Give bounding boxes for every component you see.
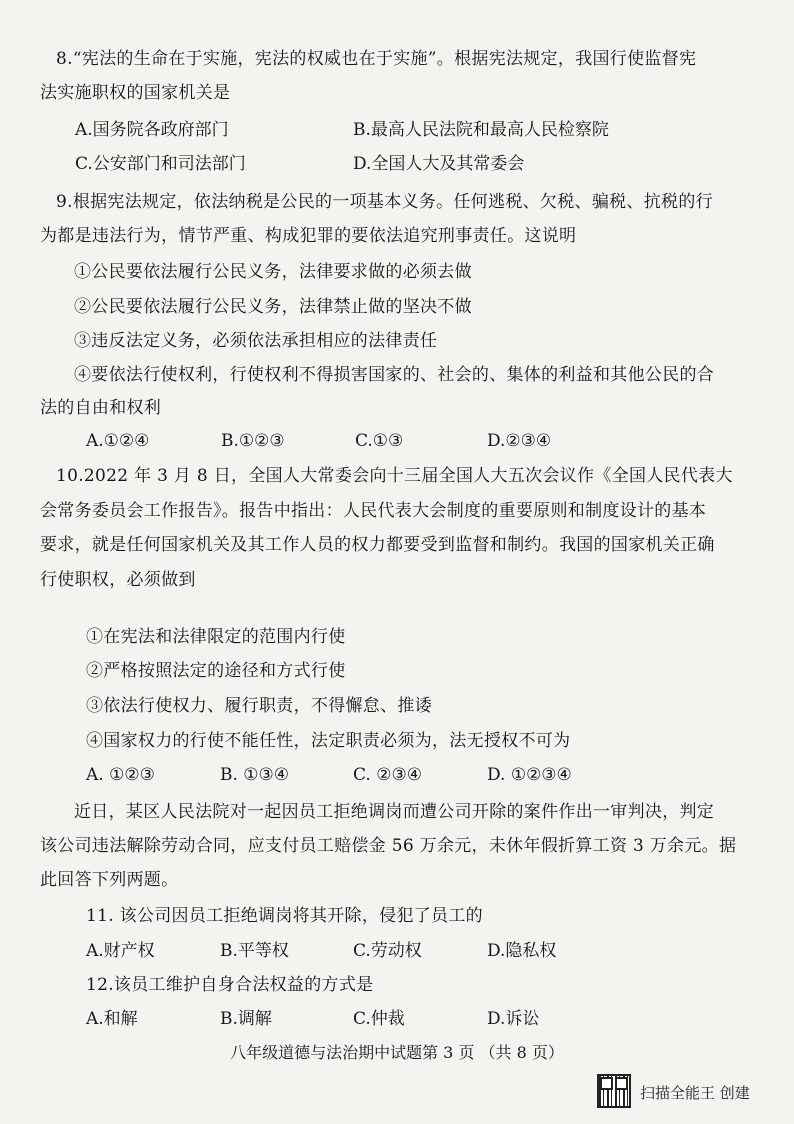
q9-item-4: ④要依法行使权利，行使权利不得损害国家的、社会的、集体的利益和其他公民的合: [74, 365, 715, 385]
q10-option-d: D. ①②③④: [487, 765, 572, 785]
q8-option-c: C.公安部门和司法部门: [75, 154, 246, 174]
q9-option-d: D.②③④: [487, 431, 552, 451]
q12-option-c: C.仲裁: [353, 1009, 405, 1029]
q9-item-3: ③违反法定义务，必须依法承担相应的法律责任: [74, 331, 438, 351]
q9-stem-line2: 为都是违法行为，情节严重、构成犯罪的要依法追究刑事责任。这说明: [40, 226, 577, 246]
q11-option-a: A.财产权: [86, 941, 155, 961]
q10-stem-line4: 行使职权，必须做到: [40, 570, 196, 590]
q10-item-3: ③依法行使权力、履行职责，不得懈怠、推诿: [86, 696, 432, 716]
q8-option-b: B.最高人民法院和最高人民检察院: [353, 120, 609, 140]
qr-code-icon: [597, 1074, 631, 1108]
q11-option-c: C.劳动权: [353, 941, 422, 961]
q9-item-4-cont: 法的自由和权利: [40, 398, 162, 418]
q10-stem-line2: 会常务委员会工作报告》。报告中指出：人民代表大会制度的重要原则和制度设计的基本: [40, 501, 707, 521]
q8-stem-line2: 法实施职权的国家机关是: [40, 83, 231, 103]
scanner-brand: 扫描全能王 创建: [640, 1084, 750, 1102]
q12-option-b: B.调解: [220, 1009, 272, 1029]
q8-stem-line1: 8.“宪法的生命在于实施，宪法的权威也在于实施”。根据宪法规定，我国行使监督宪: [56, 49, 697, 69]
q11-stem: 11. 该公司因员工拒绝调岗将其开除，侵犯了员工的: [86, 906, 483, 926]
q11-option-b: B.平等权: [220, 941, 289, 961]
q10-option-c: C. ②③④: [353, 765, 422, 785]
q10-stem-line3: 要求，就是任何国家机关及其工作人员的权力都要受到监督和制约。我国的国家机关正确: [40, 535, 715, 555]
q10-item-2: ②严格按照法定的途径和方式行使: [86, 661, 346, 681]
q12-option-d: D.诉讼: [487, 1009, 540, 1029]
q8-option-d: D.全国人大及其常委会: [353, 154, 525, 174]
q8-option-a: A.国务院各政府部门: [75, 120, 229, 140]
q9-option-a: A.①②④: [86, 431, 150, 451]
page-footer: 八年级道德与法治期中试题第 3 页 （共 8 页）: [230, 1043, 564, 1062]
q11-option-d: D.隐私权: [487, 941, 557, 961]
q10-option-a: A. ①②③: [86, 765, 155, 785]
q10-option-b: B. ①③④: [220, 765, 290, 785]
q9-item-2: ②公民要依法履行公民义务，法律禁止做的坚决不做: [74, 297, 472, 317]
q9-option-b: B.①②③: [221, 431, 285, 451]
q9-stem-line1: 9.根据宪法规定，依法纳税是公民的一项基本义务。任何逃税、欠税、骗税、抗税的行: [56, 192, 713, 212]
material-line2: 该公司违法解除劳动合同，应支付员工赔偿金 56 万余元，未休年假折算工资 3 万余元。据: [40, 836, 737, 856]
q12-option-a: A.和解: [86, 1009, 138, 1029]
q9-option-c: C.①③: [355, 431, 404, 451]
q9-item-1: ①公民要依法履行公民义务，法律要求做的必须去做: [74, 262, 472, 282]
q10-stem-line1: 10.2022 年 3 月 8 日，全国人大常委会向十三届全国人大五次会议作《全国人民代表大: [56, 466, 733, 486]
material-line1: 近日，某区人民法院对一起因员工拒绝调岗而遭公司开除的案件作出一审判决，判定: [74, 802, 715, 822]
q10-item-4: ④国家权力的行使不能任性，法定职责必须为，法无授权不可为: [86, 731, 571, 751]
q10-item-1: ①在宪法和法律限定的范围内行使: [86, 627, 346, 647]
q12-stem: 12.该员工维护自身合法权益的方式是: [86, 975, 374, 995]
material-line3: 此回答下列两题。: [40, 870, 179, 890]
